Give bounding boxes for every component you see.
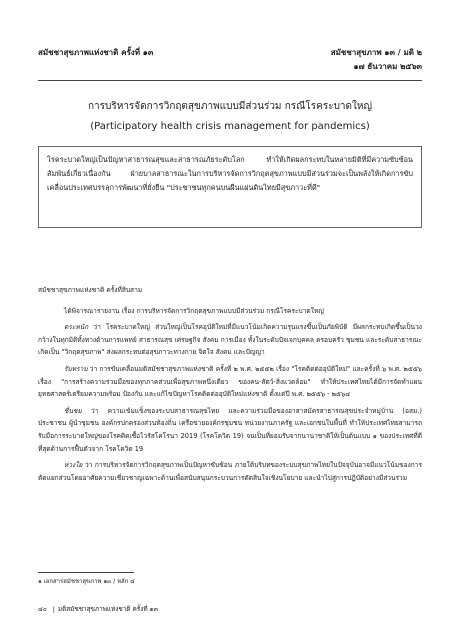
- paragraph-lead: ตระหนัก: [64, 323, 89, 332]
- paragraph-text: ว่า โรคระบาดใหญ่ ส่วนใหญ่เป็นโรคอุบัติใหม่ที่มีแนวโน้มเกิดความรุนแรงขึ้นเป็นภัยพิบัติ มีผลกระทบเกิดขึ้นเป็นวงกว้างในทุกมิติทั้งทางด้านการแพทย์ สาธารณสุข เศรษฐกิจ สังคม การเมือง ทั้งในระดับปัจเจกบุคคล ครอบครัว ชุมชน และระดับสาธารณะ เกิดเป็น "วิกฤตสุขภาพ" ส่งผลกระทบต่อสุขภาวะทางกาย จิตใจ สังคม และปัญญา: [38, 323, 422, 357]
- paragraph-text: ว่า การบริหารจัดการวิกฤตสุขภาพเป็นปัญหาซับซ้อน ภายใต้บริบทของระบบสุขภาพไทยในปัจจุบันอาจมีแนวโน้มของการตัดแยกส่วนโดยอาศัยความเชี่ยวชาญเฉพาะด้านเพื่อสนับสนุนกระบวนการตัดสินใจเชิงนโยบาย และนำไปสู่การปฏิบัติอย่างมีส่วนร่วม: [38, 461, 422, 482]
- header-divider: [38, 80, 422, 81]
- footer-publication: มติสมัชชาสุขภาพแห่งชาติ ครั้งที่ ๑๓: [57, 605, 158, 613]
- footer-separator: |: [52, 605, 55, 613]
- resolution-subtitle: (Participatory health crisis management for pandemics): [90, 121, 370, 132]
- page-number: ๔๐: [38, 605, 47, 613]
- page-footer: [38, 604, 158, 614]
- header-resolution-ref: [331, 46, 422, 74]
- footnote: ๑ เอกสารสมัชชาสุขภาพ ๑๓ / หลัก ๔: [38, 578, 135, 585]
- assembly-opening: [38, 284, 422, 297]
- summary-box: [38, 146, 422, 228]
- paragraph-commended: [38, 405, 422, 455]
- paragraph-considered: [38, 305, 422, 318]
- paragraph-text: ว่า การขับเคลื่อนมติสมัชชาสุขภาพแห่งชาติ ครั้งที่ ๒ พ.ศ. ๒๕๕๒ เรื่อง "โรคติดต่ออุบัติใหม่" และครั้งที่ ๖ พ.ศ. ๒๕๕๖ เรื่อง "การสร้างความร่วมมือของทุกภาคส่วนเพื่อสุขภาพหนึ่งเดียว ของคน-สัตว์-สิ่งแวดล้อม" ทำให้ประเทศไทยได้มีการจัดทำแผนยุทธศาสตร์เตรียมความพร้อม ป้องกัน และแก้ไขปัญหาโรคติดต่ออุบัติใหม่แห่งชาติ ตั้งแต่ปี พ.ศ. ๒๕๕๖ - ๒๕๖๔: [38, 364, 422, 399]
- paragraph-aware: [38, 321, 422, 359]
- summary-text: โรคระบาดใหญ่เป็นปัญหาสาธารณสุขและสาธารณภัยระดับโลก ทำให้เกิดผลกระทบในหลายมิติที่มีความซับซ้อนสัมพันธ์เกี่ยวเนื่องกัน ฝ่ายบาลสาธารณะในการบริหารจัดการวิกฤตสุขภาพแบบมีส่วนร่วมจะเป็นพลังให้เกิดการขับเคลื่อนประเทศบรรลุการพัฒนาที่ยั่งยืน "ประชาชนทุกคนบนผืนแผ่นดินไทยมีสุขภาวะที่ดี": [47, 155, 413, 192]
- paragraph-text: สมัชชาสุขภาพแห่งชาติ ครั้งที่สิบสาม: [38, 286, 143, 294]
- paragraph-text: ได้พิจารณารายงาน เรื่อง การบริหารจัดการวิกฤตสุขภาพแบบมีส่วนร่วม กรณีโรคระบาดใหญ่: [64, 306, 324, 315]
- paragraph-acknowledged: [38, 363, 422, 401]
- paragraph-concerned: [38, 459, 422, 484]
- header-date: ๑๗ ธันวาคม ๒๕๖๓: [353, 62, 422, 71]
- footnote-divider: [38, 572, 134, 573]
- paragraph-text: ว่า ความเข้มแข็งของระบบสาธารณสุขไทย และความร่วมมือของอาสาสมัครสาธารณสุขประจำหมู่บ้าน (อสม.) ประชาชน ผู้นำชุมชน องค์กรปกครองส่วนท้องถิ่น เครือข่ายองค์กรชุมชน หน่วยงานภาครัฐ และเอกชนในพื้นที่ ทำให้ประเทศไทยสามารถรับมือการระบาดใหญ่ของโรคติดเชื้อไวรัสโคโรนา 2019 (โรคโควิด 19) จนเป็นที่ยอมรับจากนานาชาติให้เป็นต้นแบบ ๑ ของประเทศที่ดีที่สุดด้านการฟื้นตัวจาก โรคโควิด 19: [38, 406, 422, 453]
- header-assembly-name: สมัชชาสุขภาพแห่งชาติ ครั้งที่ ๑๓: [38, 48, 154, 57]
- resolution-body: [38, 284, 422, 488]
- paragraph-lead: ห่วงใย: [64, 461, 83, 470]
- header-resolution-number: สมัชชาสุขภาพ ๑๓ / มติ ๒: [330, 48, 422, 57]
- paragraph-lead: รับทราบ: [64, 364, 88, 373]
- resolution-title: การบริหารจัดการวิกฤตสุขภาพแบบมีส่วนร่วม กรณีโรคระบาดใหญ่: [87, 101, 373, 112]
- paragraph-lead: ชื่นชม: [64, 406, 82, 415]
